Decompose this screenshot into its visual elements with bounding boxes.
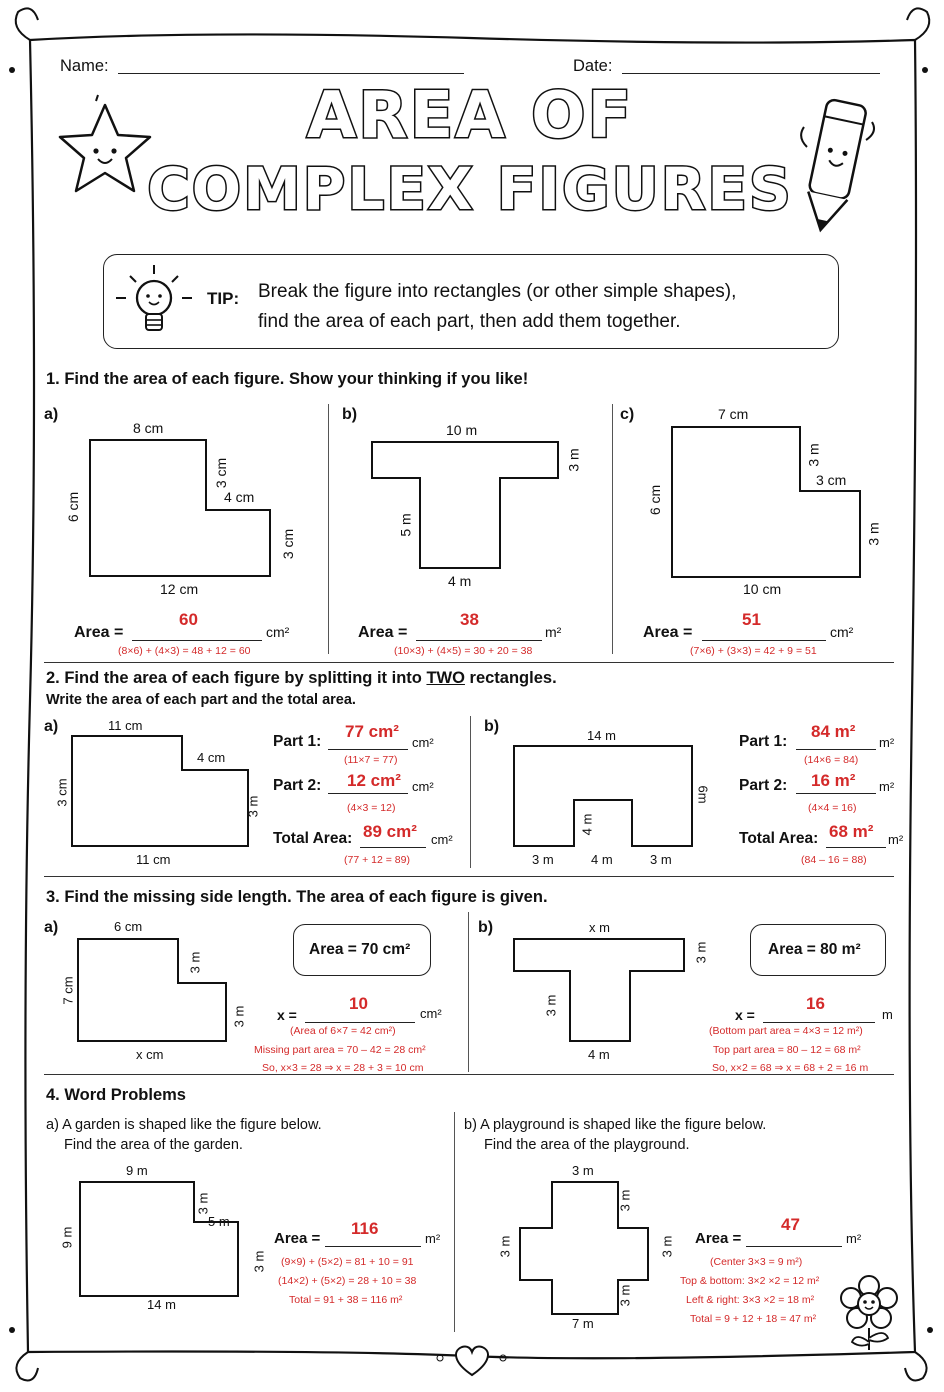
section-divider-1: [44, 662, 894, 663]
q2a-part1-label: Part 1:: [273, 733, 322, 750]
q3b-figure: [512, 937, 702, 1057]
q4-heading: 4. Word Problems: [46, 1086, 186, 1104]
q4a-innerh-label: 5 m: [208, 1214, 230, 1229]
q3b-answer: 16: [806, 994, 825, 1013]
q1c-letter: c): [620, 406, 635, 423]
q3a-right-label: 3 m: [231, 1005, 247, 1028]
q2a-part1-work: (11×7 = 77): [344, 754, 398, 766]
flower-icon: [834, 1272, 904, 1352]
q1a-unit: cm²: [266, 624, 290, 640]
q1b-answer-field[interactable]: [416, 620, 542, 641]
q1c-answer-field[interactable]: [702, 620, 826, 641]
q4a-work-3: Total = 91 + 38 = 116 m²: [289, 1294, 403, 1306]
q4a-work-1: (9×9) + (5×2) = 81 + 10 = 91: [281, 1256, 414, 1268]
q1a-innerv-label: 3 cm: [213, 457, 230, 489]
q1b-work: (10×3) + (4×5) = 30 + 20 = 38: [394, 645, 533, 657]
q3-divider: [468, 912, 469, 1072]
q4b-top-label: 3 m: [572, 1163, 594, 1178]
q4b-work-3: Left & right: 3×3 ×2 = 18 m²: [686, 1294, 815, 1306]
q2a-part1-answer: 77 cm²: [345, 722, 399, 741]
q3-heading: 3. Find the missing side length. The area of each figure is given.: [46, 888, 548, 906]
q2a-innerh-label: 4 cm: [197, 750, 226, 765]
q1c-figure: [670, 425, 870, 585]
q2a-part2-unit: cm²: [412, 779, 434, 794]
date-label: Date:: [573, 57, 613, 75]
q2b-total-label: Total Area:: [739, 830, 819, 847]
name-label: Name:: [60, 57, 109, 75]
q3b-work-2: Top part area = 80 – 12 = 68 m²: [713, 1044, 861, 1056]
q2a-total-unit: cm²: [431, 832, 453, 847]
q4a-answer: 116: [351, 1219, 379, 1238]
pencil-character-icon: [792, 92, 882, 242]
q1a-work: (8×6) + (4×3) = 48 + 12 = 60: [118, 645, 251, 657]
q4a-unit: m²: [425, 1231, 441, 1246]
q2b-bottom-3-label: 3 m: [650, 852, 672, 867]
q3a-area-text: Area = 70 cm²: [309, 941, 411, 958]
q1b-letter: b): [342, 406, 358, 423]
q3a-work-3: So, x×3 = 28 ⇒ x = 28 + 3 = 10 cm: [262, 1062, 424, 1074]
q2a-total-work: (77 + 12 = 89): [344, 854, 410, 866]
q1b-right-label: 3 m: [565, 448, 582, 472]
tip-label: TIP:: [207, 289, 240, 308]
title-line2: COMPLEX FIGURES: [147, 155, 793, 223]
q2a-total-label: Total Area:: [273, 830, 353, 847]
q1b-unit: m²: [545, 624, 562, 640]
q4b-lower-label: 3 m: [617, 1284, 633, 1307]
q1b-top-label: 10 m: [446, 422, 478, 438]
q2b-inner-label: 4 m: [579, 813, 595, 836]
q4b-work-1: (Center 3×3 = 9 m²): [710, 1256, 803, 1268]
q1a-left-label: 6 cm: [65, 491, 82, 523]
q2a-part2-answer: 12 cm²: [347, 771, 401, 790]
q1a-bottom-label: 12 cm: [160, 581, 199, 597]
q2-subheading: Write the area of each part and the total area.: [46, 692, 356, 708]
q3b-top-label: x m: [589, 920, 610, 935]
q1b-left-label: 5 m: [397, 513, 414, 537]
q2b-part2-label: Part 2:: [739, 777, 788, 794]
q3a-top-label: 6 cm: [114, 919, 143, 934]
q4b-figure: [518, 1180, 658, 1330]
q3a-left-label: 7 cm: [60, 976, 76, 1005]
q2b-letter: b): [484, 718, 500, 735]
q1-heading: 1. Find the area of each figure. Show your thinking if you like!: [46, 370, 529, 388]
q1c-right-label: 3 m: [865, 522, 882, 546]
q3a-work-2: Missing part area = 70 – 42 = 28 cm²: [254, 1044, 426, 1056]
q3b-left-label: 3 m: [543, 994, 559, 1017]
q1c-top-label: 7 cm: [718, 406, 749, 422]
q3b-area-text: Area = 80 m²: [768, 941, 861, 958]
q2b-total-answer: 68 m²: [829, 822, 874, 841]
q2a-bottom-label: 11 cm: [136, 852, 171, 867]
q4a-line2: Find the area of the garden.: [64, 1137, 243, 1153]
q4b-right-label: 3 m: [659, 1235, 675, 1258]
q3b-bottom-label: 4 m: [588, 1047, 610, 1062]
q4a-right-label: 3 m: [251, 1250, 267, 1273]
q2b-part1-unit: m²: [879, 735, 895, 750]
q2b-total-work: (84 – 16 = 88): [801, 854, 867, 866]
q2a-part2-work: (4×3 = 12): [347, 802, 396, 814]
q4b-left-label: 3 m: [497, 1235, 513, 1258]
q4b-work-2: Top & bottom: 3×2 ×2 = 12 m²: [680, 1275, 820, 1287]
q4b-line2: Find the area of the playground.: [484, 1137, 690, 1153]
q4a-bottom-label: 14 m: [147, 1297, 176, 1312]
date-field[interactable]: [622, 56, 880, 74]
q1c-innerv-label: 3 m: [805, 443, 822, 467]
q2b-part1-work: (14×6 = 84): [804, 754, 859, 766]
q4-divider: [454, 1112, 455, 1332]
q2a-figure: [70, 734, 260, 854]
q2b-part1-label: Part 1:: [739, 733, 788, 750]
q2a-right-label: 3 m: [245, 795, 261, 818]
q1a-area-label: Area =: [74, 624, 124, 641]
title-line1: AREA OF: [306, 79, 634, 153]
q3b-work-3: So, x×2 = 68 ⇒ x = 68 + 2 = 16 m: [712, 1062, 869, 1074]
q3a-x-label: x =: [277, 1007, 297, 1023]
section-divider-2: [44, 876, 894, 877]
q4b-area-label: Area =: [695, 1230, 742, 1247]
tip-line2: find the area of each part, then add them together.: [258, 311, 681, 332]
q4a-left-label: 9 m: [59, 1226, 75, 1249]
q2b-total-unit: m²: [888, 832, 904, 847]
q2-heading: 2. Find the area of each figure by splitting it into TWO rectangles.: [46, 669, 557, 687]
q1c-innerh-label: 3 cm: [816, 472, 847, 488]
q3b-right-label: 3 m: [693, 941, 709, 964]
q2b-top-label: 14 m: [587, 728, 616, 743]
q1c-unit: cm²: [830, 624, 854, 640]
q2b-part1-answer: 84 m²: [811, 722, 856, 741]
q2b-part2-answer: 16 m²: [811, 771, 856, 790]
q2b-bottom-2-label: 4 m: [591, 852, 613, 867]
heart-icon: [452, 1343, 492, 1377]
q3b-unit: m: [882, 1007, 893, 1022]
q1a-innerh-label: 4 cm: [224, 489, 255, 505]
q3a-unit: cm²: [420, 1006, 442, 1021]
q1b-bottom-label: 4 m: [448, 573, 472, 589]
q4a-area-label: Area =: [274, 1230, 321, 1247]
q1c-answer: 51: [742, 610, 761, 629]
q1c-bottom-label: 10 cm: [743, 581, 782, 597]
q3a-figure: [76, 937, 256, 1057]
q4a-line1: a) A garden is shaped like the figure below.: [46, 1117, 322, 1133]
q2a-total-answer: 89 cm²: [363, 822, 417, 841]
q2a-letter: a): [44, 718, 59, 735]
q4b-line1: b) A playground is shaped like the figure below.: [464, 1117, 767, 1133]
lightbulb-icon: [114, 262, 194, 352]
q3a-innerv-label: 3 m: [187, 951, 203, 974]
q1a-letter: a): [44, 406, 59, 423]
q2b-right-label: 6m: [695, 785, 711, 804]
q3a-work-1: (Area of 6×7 = 42 cm²): [290, 1025, 396, 1037]
q1b-answer: 38: [460, 610, 479, 629]
q1-divider-1: [328, 404, 329, 654]
q2-divider: [470, 716, 471, 868]
q2a-left-label: 3 cm: [54, 778, 70, 807]
q4b-unit: m²: [846, 1231, 862, 1246]
name-field[interactable]: [118, 56, 464, 74]
q4a-top-label: 9 m: [126, 1163, 148, 1178]
q3a-answer: 10: [349, 994, 368, 1013]
q2a-part1-unit: cm²: [412, 735, 434, 750]
q1b-figure: [370, 440, 570, 580]
q1b-area-label: Area =: [358, 624, 408, 641]
q1-divider-2: [612, 404, 613, 654]
q4a-innerv-label: 3 m: [195, 1192, 211, 1215]
q4b-work-4: Total = 9 + 12 + 18 = 47 m²: [690, 1313, 817, 1325]
q4a-figure: [78, 1180, 268, 1310]
q3a-bottom-label: x cm: [136, 1047, 164, 1062]
q4a-work-2: (14×2) + (5×2) = 28 + 10 = 38: [278, 1275, 417, 1287]
q1c-area-label: Area =: [643, 624, 693, 641]
q3a-letter: a): [44, 919, 59, 936]
q4b-upper-label: 3 m: [617, 1189, 633, 1212]
q2b-part2-unit: m²: [879, 779, 895, 794]
q1a-right-label: 3 cm: [280, 528, 297, 560]
q2b-part2-work: (4×4 = 16): [808, 802, 857, 814]
q1a-top-label: 8 cm: [133, 420, 164, 436]
section-divider-3: [44, 1074, 894, 1075]
q4b-bottom-label: 7 m: [572, 1316, 594, 1331]
q1a-figure: [88, 438, 288, 588]
q1c-work: (7×6) + (3×3) = 42 + 9 = 51: [690, 645, 817, 657]
q3b-x-label: x =: [735, 1007, 755, 1023]
q2b-figure: [512, 744, 702, 867]
q1c-left-label: 6 cm: [647, 484, 664, 516]
q3b-work-1: (Bottom part area = 4×3 = 12 m²): [709, 1025, 863, 1037]
q1a-answer: 60: [179, 610, 198, 629]
q4b-answer: 47: [781, 1215, 800, 1234]
tip-line1: Break the figure into rectangles (or other simple shapes),: [258, 281, 737, 302]
q2a-top-label: 11 cm: [108, 718, 143, 733]
q3b-letter: b): [478, 919, 494, 936]
q2a-part2-label: Part 2:: [273, 777, 322, 794]
star-character-icon: [50, 95, 160, 205]
q2b-bottom-1-label: 3 m: [532, 852, 554, 867]
